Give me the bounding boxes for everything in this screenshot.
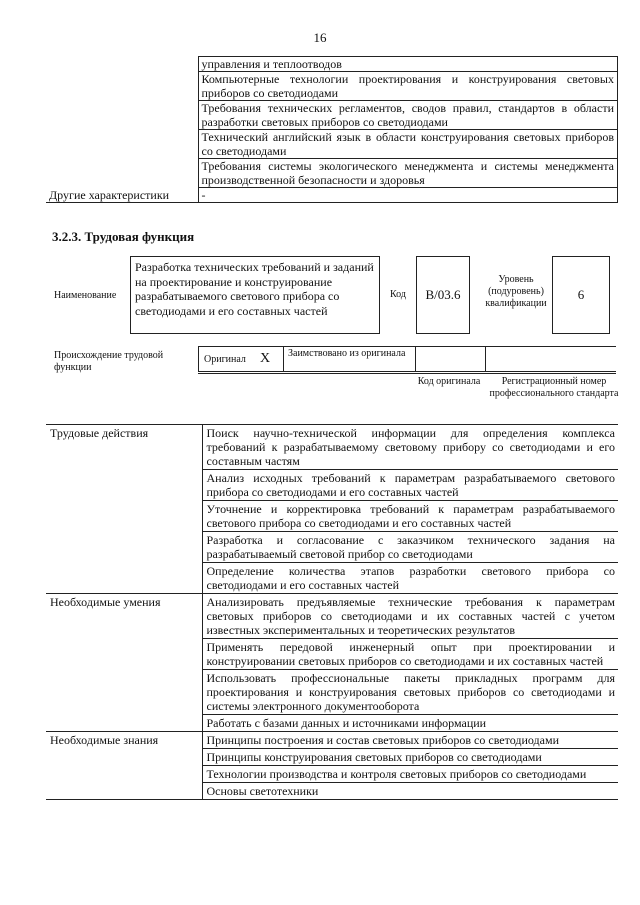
table-cell: Поиск научно-технической информации для определения комплекса требований к разрабатываемому световому прибору со светодиодами и его составным частям: [202, 425, 618, 470]
code-box: [416, 256, 470, 334]
row-label: [46, 130, 198, 159]
table-row: [46, 159, 618, 188]
table-cell: Принципы конструирования световых приборов со светодиодами: [202, 749, 618, 766]
labor-function-table: [46, 424, 618, 800]
page-number: 16: [313, 30, 327, 45]
original-code-caption: Код оригинала: [417, 376, 481, 387]
level-value: 6: [577, 287, 585, 302]
section-title: 3.2.3. Трудовая функция: [52, 229, 195, 244]
origin-row: [198, 346, 616, 374]
knowledge-continuation-table: [46, 56, 618, 203]
table-cell: Использовать профессиональные пакеты прикладных программ для проектирования и конструирования световых приборов со светодиодами и системы электронного документооборота: [202, 670, 618, 715]
borrowed-label: Заимствовано из оригинала: [288, 348, 406, 359]
origin-label: Происхождение трудовой функции: [54, 350, 164, 373]
group-label: Необходимые знания: [46, 732, 202, 800]
group-label: Необходимые умения: [46, 594, 202, 732]
row-label: [46, 57, 198, 72]
table-row: [46, 72, 618, 101]
table-cell: Анализировать предъявляемые технические требования к параметрам световых приборов со светодиодами и их составных частей с учетом известных экспериментальных и теоретических результатов: [202, 594, 618, 639]
table-cell: Определение количества этапов разработки светового прибора со светодиодами и его составных частей: [202, 563, 618, 594]
table-cell: Уточнение и корректировка требований к параметрам разрабатываемого светового прибора со светодиодами и его составных частей: [202, 501, 618, 532]
level-box: [552, 256, 610, 334]
original-mark: X: [260, 351, 271, 366]
table-cell: Работать с базами данных и источниками информации: [202, 715, 618, 732]
row-text: Требования системы экологического менеджмента и системы менеджмента производственной безопасности и здоровья: [198, 159, 618, 188]
function-name-value: Разработка технических требований и заданий на проектирование и конструирование разрабатываемого светового прибора со светодиодами и его составных частей: [135, 260, 374, 318]
table-row: [46, 425, 618, 470]
registration-number-cell: [485, 346, 616, 372]
original-code-cell: [415, 346, 486, 372]
row-text: Требования технических регламентов, сводов правил, стандартов в области разработки световых приборов со светодиодами: [198, 101, 618, 130]
table-row: [46, 732, 618, 749]
table-row: [46, 130, 618, 159]
table-row: [46, 594, 618, 639]
table-row: [46, 57, 618, 72]
group-label: Трудовые действия: [46, 425, 202, 594]
row-text: управления и теплоотводов: [198, 57, 618, 72]
code-label: Код: [390, 289, 406, 300]
name-label: Наименование: [54, 290, 117, 301]
level-label: Уровень (подуровень) квалификации: [485, 274, 547, 309]
original-label: Оригинал: [204, 354, 246, 365]
table-row: [46, 188, 618, 203]
code-value: В/03.6: [425, 287, 461, 302]
row-label: [46, 101, 198, 130]
row-text: Компьютерные технологии проектирования и конструирования световых приборов со светодиодами: [198, 72, 618, 101]
function-name-box: [130, 256, 380, 334]
table-cell: Применять передовой инженерный опыт при проектировании и конструировании световых приборов со светодиодами и их составных частей: [202, 639, 618, 670]
table-cell: Основы светотехники: [202, 783, 618, 800]
row-text: -: [198, 188, 618, 203]
row-text: Технический английский язык в области конструирования световых приборов со светодиодами: [198, 130, 618, 159]
table-cell: Анализ исходных требований к параметрам разрабатываемого светового прибора со светодиодами и его составных частей: [202, 470, 618, 501]
table-cell: Принципы построения и состав световых приборов со светодиодами: [202, 732, 618, 749]
row-label: [46, 72, 198, 101]
row-label: [46, 159, 198, 188]
registration-caption: Регистрационный номер профессионального стандарта: [489, 376, 619, 399]
table-cell: Разработка и согласование с заказчиком технического задания на разрабатываемый световой прибор со светодиодами: [202, 532, 618, 563]
table-row: [46, 101, 618, 130]
row-label: Другие характеристики: [46, 188, 198, 203]
table-cell: Технологии производства и контроля световых приборов со светодиодами: [202, 766, 618, 783]
